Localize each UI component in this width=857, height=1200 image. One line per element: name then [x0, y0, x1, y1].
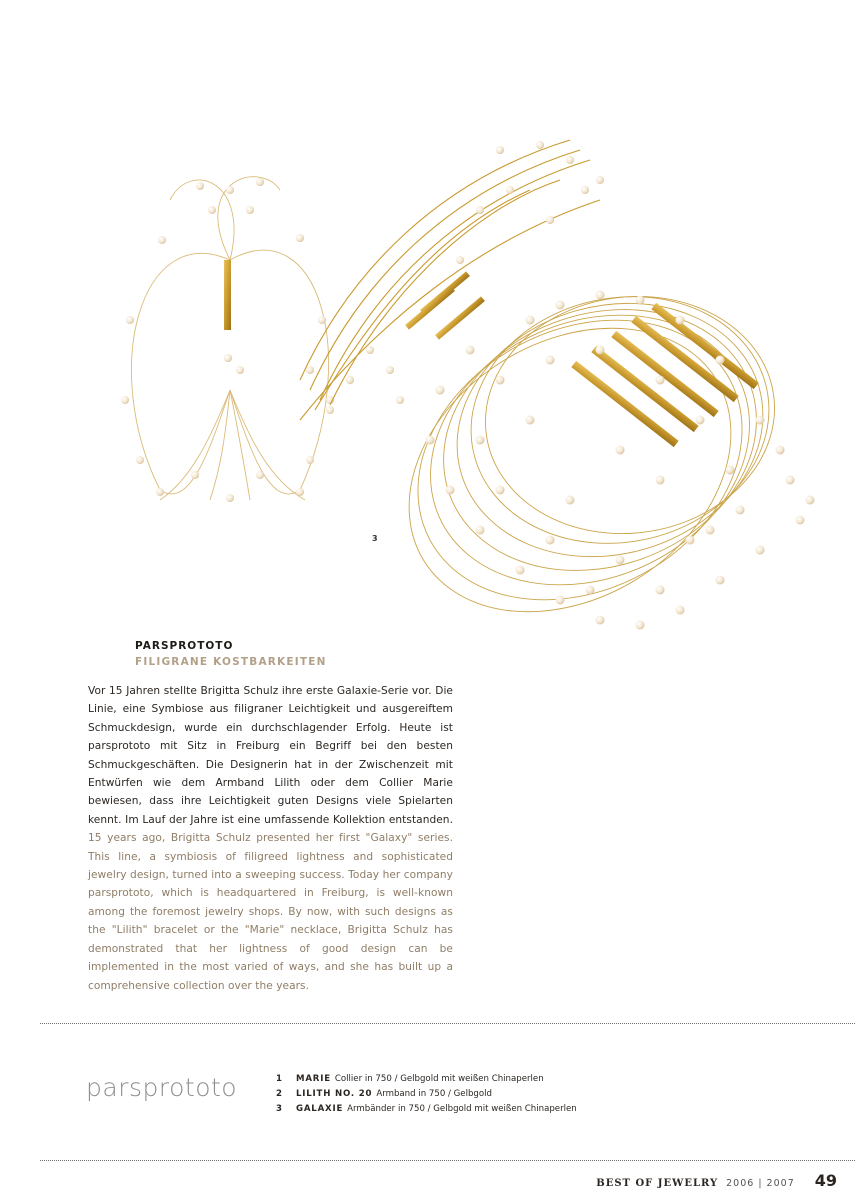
caption-item [276, 1071, 577, 1086]
caption-item [276, 1086, 577, 1101]
caption-title: GALAXIE [296, 1103, 344, 1114]
lilith-pearls [306, 141, 604, 414]
caption-list [276, 1071, 577, 1116]
caption-description: Armbänder in 750 / Gelbgold mit weißen Chinaperlen [347, 1103, 577, 1114]
caption-number: 1 [276, 1073, 282, 1084]
lilith-tubes [405, 271, 485, 339]
figure-number: 3 [372, 534, 378, 543]
divider-bottom [40, 1160, 855, 1161]
publication-years: 2006 | 2007 [726, 1178, 795, 1189]
brand-logo: parsprototo [86, 1073, 238, 1102]
article-subtitle: FILIGRANE KOSTBARKEITEN [135, 656, 327, 668]
page-footer [596, 1171, 837, 1190]
caption-title: LILITH NO. 20 [296, 1088, 373, 1099]
article-text-german: Vor 15 Jahren stellte Brigitta Schulz ihre erste Galaxie-Serie vor. Die Linie, eine Symbiose aus filigraner Leichtigkeit und ausgereiftem Schmuckdesign, wurde ein durchschlagender Erfolg. Heute ist parsprototo mit Sitz in Freiburg ein Begriff bei den besten Schmuckgeschäften. Die Designerin hat in der Zwischenzeit mit Entwürfen wie dem Armband Lilith oder dem Collier Marie bewiesen, dass ihre Leichtigkeit guten Designs viele Spielarten kennt. Im Lauf der Jahre ist eine umfassende Kollektion entstanden. [88, 685, 453, 826]
marie-necklace [131, 177, 328, 500]
article-text-english: 15 years ago, Brigitta Schulz presented her first "Galaxy" series. This line, a symbiosis of filigreed lightness and sophisticated jewelry design, turned into a sweeping success. Today her company parsprototo, which is headquartered in Freiburg, is well-known among the foremost jewelry shops. By now, with such designs as the "Lilith" bracelet or the "Marie" necklace, Brigitta Schulz has demonstrated that her lightness of good design can be implemented in the most varied of ways, and she has built up a comprehensive collection over the years. [88, 832, 453, 992]
lilith-bracelet [300, 140, 600, 420]
galaxie-bracelets [356, 265, 793, 660]
caption-number: 2 [276, 1088, 282, 1099]
page-number: 49 [814, 1171, 837, 1190]
marie-pearls [121, 178, 334, 502]
divider-top [40, 1023, 855, 1024]
caption-description: Collier in 750 / Gelbgold mit weißen Chinaperlen [334, 1073, 544, 1084]
caption-description: Armband in 750 / Gelbgold [376, 1088, 492, 1099]
caption-item [276, 1101, 577, 1116]
article-brand-heading: PARSPROTOTO [135, 640, 234, 652]
publication-name: BEST OF JEWELRY [596, 1178, 719, 1189]
caption-number: 3 [276, 1103, 282, 1114]
caption-title: MARIE [296, 1073, 331, 1084]
article-body [88, 682, 453, 995]
jewelry-photo [100, 120, 850, 660]
